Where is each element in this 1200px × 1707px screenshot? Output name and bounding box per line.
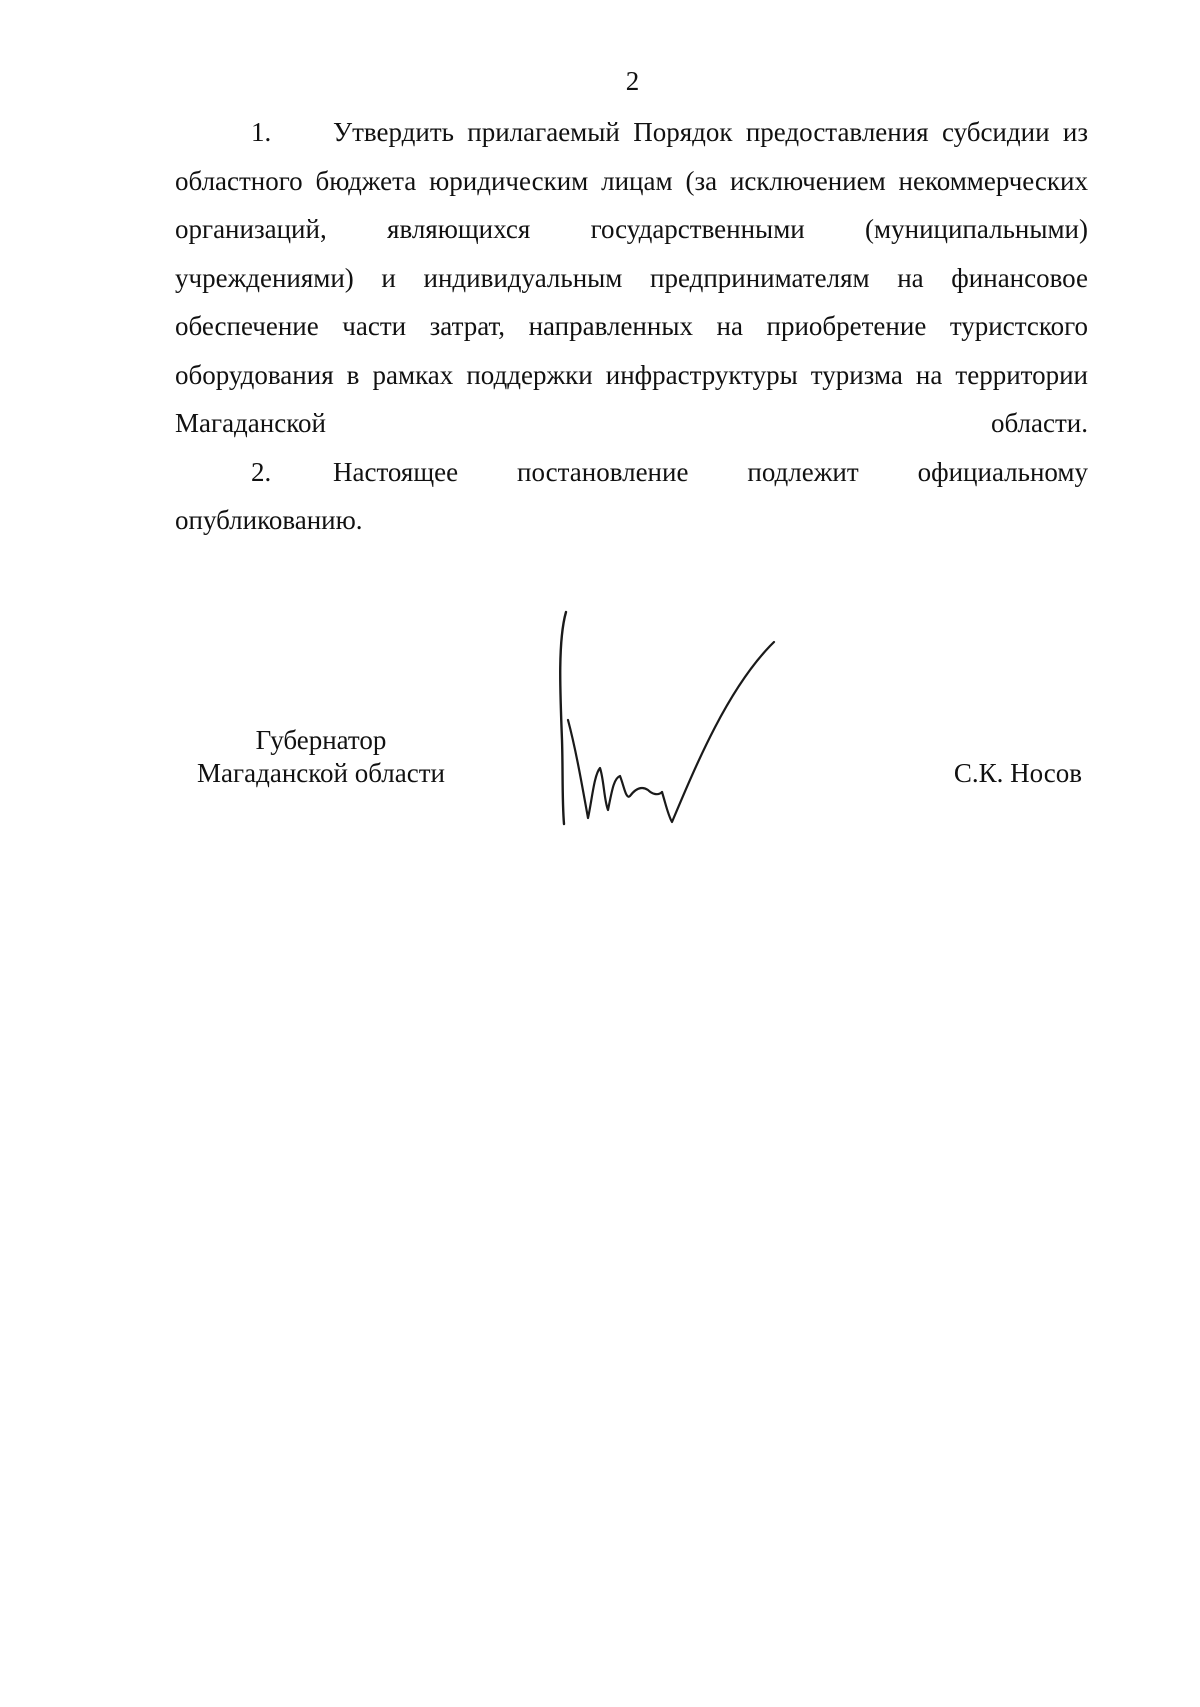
signatory-title bbox=[176, 724, 466, 790]
handwritten-signature bbox=[548, 600, 798, 840]
paragraph-1 bbox=[175, 108, 1088, 448]
paragraph-1-text: Утвердить прилагаемый Порядок предоставления субсидии из областного бюджета юридическим лицам (за исключением некоммерческих организаций, являющихся государственными (муниципальными) учреждениями) и индивидуальным предпринимателям на финансовое обеспечение части затрат, направленных на приобретение туристского оборудования в рамках поддержки инфраструктуры туризма на территории Магаданской области. bbox=[175, 117, 1088, 438]
paragraph-2 bbox=[175, 448, 1088, 545]
signatory-name: С.К. Носов bbox=[953, 758, 1082, 788]
signatory-title-line-2: Магаданской области bbox=[197, 758, 445, 788]
page-number: 2 bbox=[625, 66, 640, 96]
document-body bbox=[175, 108, 1088, 545]
signatory-title-line-1: Губернатор bbox=[255, 725, 387, 755]
paragraph-1-number: 1. bbox=[251, 117, 272, 147]
paragraph-2-text: Настоящее постановление подлежит официальному опубликованию. bbox=[175, 456, 1088, 535]
paragraph-2-number: 2. bbox=[251, 456, 272, 487]
